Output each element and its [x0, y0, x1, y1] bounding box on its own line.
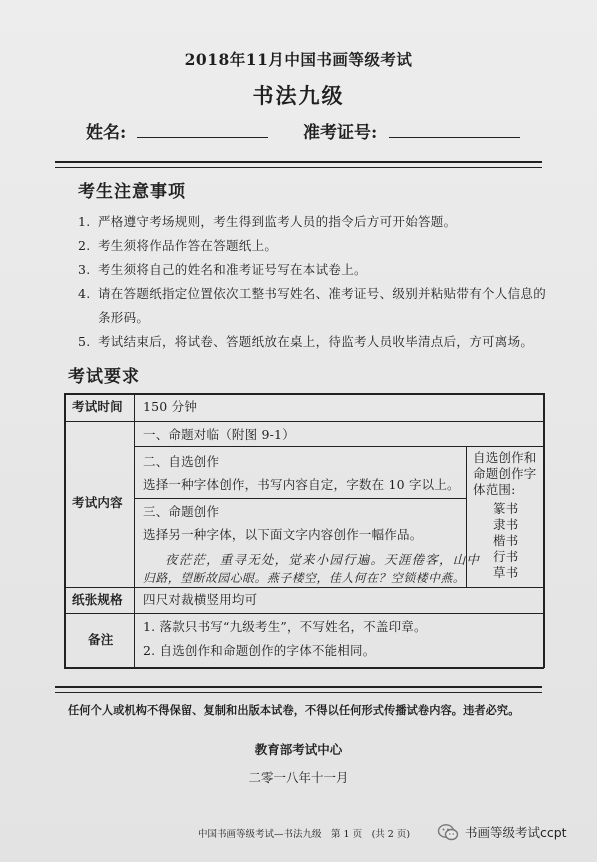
- level-title: 书法九级: [252, 83, 345, 108]
- table-border: [64, 393, 544, 395]
- table-border: [543, 393, 545, 668]
- table-border: [64, 587, 544, 588]
- issue-date: 二零一八年十一月: [248, 770, 349, 785]
- table-border: [134, 393, 135, 668]
- scope-line: 自选创作和: [473, 450, 537, 465]
- page-info: 中国书画等级考试—书法九级 第 1 页 (共 2 页): [198, 829, 411, 840]
- wechat-icon: [437, 821, 459, 843]
- item-prop-title: 三、命题创作: [143, 504, 220, 519]
- divider-top-thin: [55, 167, 542, 168]
- name-label: 姓名:: [86, 123, 127, 143]
- table-border: [64, 393, 66, 668]
- item-copy: 一、命题对临（附图 9-1）: [143, 427, 295, 442]
- notes-title: 考生注意事项: [78, 182, 186, 202]
- note-item: 3. 考生须将自己的姓名和准考证号写在本试卷上。: [78, 262, 367, 277]
- divider-top: [55, 161, 542, 163]
- remark-item: 1. 落款只书写“九级考生”，不写姓名，不盖印章。: [143, 619, 427, 634]
- remark-item: 2. 自选创作和命题创作的字体不能相同。: [143, 643, 376, 658]
- item-free-desc: 选择一种字体创作，书写内容自定，字数在 10 字以上。: [143, 477, 460, 492]
- script-item: 隶书: [493, 517, 519, 532]
- remarks-label: 备注: [88, 632, 114, 647]
- paper-label: 纸张规格: [72, 592, 123, 607]
- script-item: 草书: [493, 565, 519, 580]
- note-item: 5. 考试结束后，将试卷、答题纸放在桌上，待监考人员收毕清点后，方可离场。: [78, 334, 534, 349]
- item-free-title: 二、自选创作: [143, 454, 220, 469]
- note-item: 2. 考生须将作品作答在答题纸上。: [78, 238, 278, 253]
- id-label: 准考证号:: [303, 123, 378, 143]
- id-field[interactable]: [389, 137, 520, 138]
- note-item: 1. 严格遵守考场规则，考生得到监考人员的指令后方可开始答题。: [78, 214, 457, 229]
- divider-bottom: [55, 686, 542, 688]
- divider-bottom-thin: [55, 692, 542, 693]
- content-label: 考试内容: [72, 495, 123, 510]
- name-field[interactable]: [137, 137, 268, 138]
- scope-line: 体范围:: [473, 482, 516, 497]
- script-item: 楷书: [493, 533, 519, 548]
- time-label: 考试时间: [72, 399, 123, 414]
- item-prop-desc: 选择另一种字体，以下面文字内容创作一幅作品。: [143, 527, 423, 542]
- script-item: 行书: [493, 549, 519, 564]
- time-value: 150 分钟: [143, 399, 198, 414]
- issuer-org: 教育部考试中心: [254, 742, 343, 757]
- poem-line-1: 夜茫茫，重寻无处，觉来小园行遍。天涯倦客，山中: [165, 552, 481, 567]
- note-item: 4. 请在答题纸指定位置依次工整书写姓名、准考证号、级别并粘贴带有个人信息的条形码。: [78, 286, 547, 325]
- table-border: [134, 446, 544, 447]
- requirements-title: 考试要求: [68, 367, 140, 387]
- table-border: [64, 667, 544, 669]
- script-item: 篆书: [493, 501, 519, 516]
- watermark: [437, 821, 567, 843]
- poem-line-2: 归路，望断故园心眼。燕子楼空，佳人何在？空锁楼中燕。: [143, 571, 466, 585]
- exam-title: 2018年11月中国书画等级考试: [184, 50, 413, 69]
- table-border: [64, 613, 544, 614]
- paper-value: 四尺对裁横竖用均可: [143, 592, 258, 607]
- scope-line: 命题创作字: [473, 466, 537, 481]
- table-border: [64, 421, 544, 422]
- table-border: [134, 498, 467, 499]
- copyright-notice: 任何个人或机构不得保留、复制和出版本试卷，不得以任何形式传播试卷内容。违者必究。: [68, 703, 520, 717]
- watermark-text: 书画等级考试ccpt: [465, 825, 567, 840]
